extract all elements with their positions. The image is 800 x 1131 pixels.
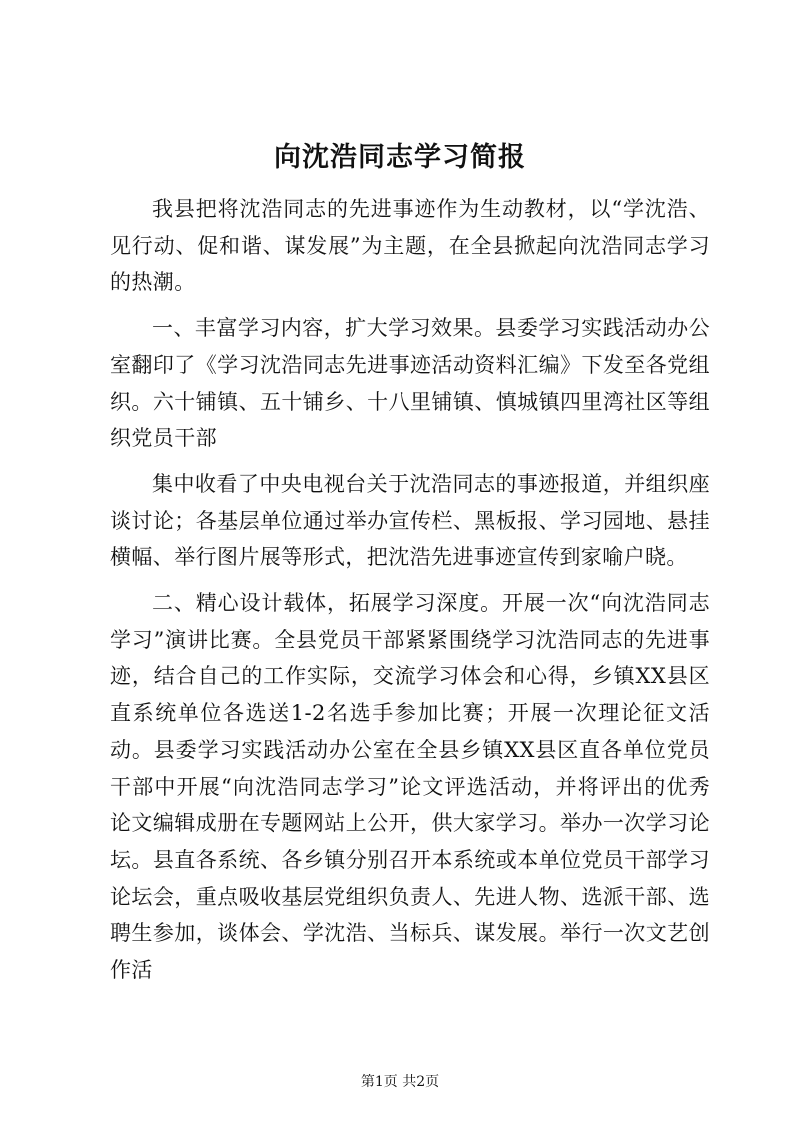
document-title: 向沈浩同志学习简报 <box>274 142 526 173</box>
paragraph-section-one-continued: 集中收看了中央电视台关于沈浩同志的事迹报道，并组织座谈讨论；各基层单位通过举办宣传栏、黑板报、学习园地、悬挂横幅、举行图片展等形式，把沈浩先进事迹宣传到家喻户晓。 <box>110 471 710 570</box>
document-body <box>110 191 710 989</box>
page-footer <box>0 1072 800 1092</box>
paragraph-section-one: 一、丰富学习内容，扩大学习效果。县委学习实践活动办公室翻印了《学习沈浩同志先进事迹活动资料汇编》下发至各党组织。六十铺镇、五十铺乡、十八里铺镇、慎城镇四里湾社区等组织党员干部 <box>110 316 710 451</box>
page-indicator: 第1页 共2页 <box>360 1074 440 1090</box>
paragraph-section-two: 二、精心设计载体，拓展学习深度。开展一次“向沈浩同志学习”演讲比赛。全县党员干部紧紧围绕学习沈浩同志的先进事迹，结合自己的工作实际，交流学习体会和心得，乡镇XX县区直系统单位各选送1-2名选手参加比赛；开展一次理论征文活动。县委学习实践活动办公室在全县乡镇XX县区直各单位党员干部中开展“向沈浩同志学习”论文评选活动，并将评出的优秀论文编辑成册在专题网站上公开，供大家学习。举办一次学习论坛。县直各系统、各乡镇分别召开本系统或本单位党员干部学习论坛会，重点吸收基层党组织负责人、先进人物、选派干部、选聘生参加，谈体会、学沈浩、当标兵、谋发展。举行一次文艺创作活 <box>110 591 710 983</box>
paragraph-intro: 我县把将沈浩同志的先进事迹作为生动教材，以“学沈浩、见行动、促和谐、谋发展”为主题，在全县掀起向沈浩同志学习的热潮。 <box>110 197 710 295</box>
